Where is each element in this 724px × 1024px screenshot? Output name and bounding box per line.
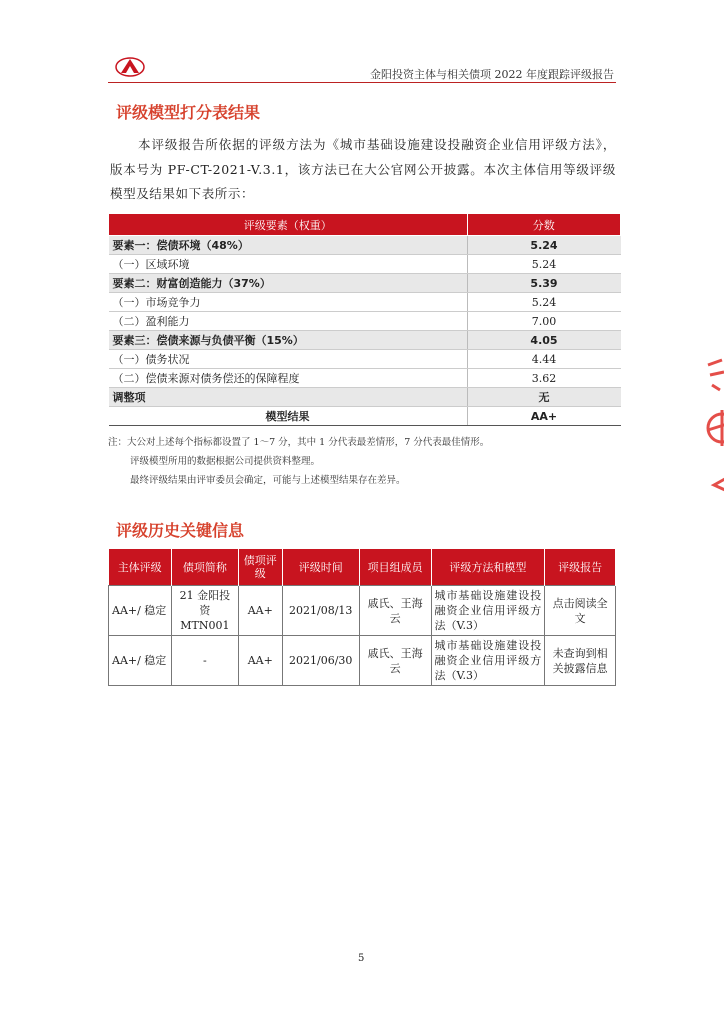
table-row	[109, 388, 621, 407]
factor-label: 要素一：偿债环境（48%）	[109, 236, 468, 255]
factor-score: 5.24	[467, 293, 621, 312]
note-line: 最终评级结果由评审委员会确定，可能与上述模型结果存在差异。	[130, 475, 406, 486]
bond-rating: AA+	[238, 636, 282, 686]
rating-method: 城市基础设施建设投融资企业信用评级方法（V.3）	[431, 586, 545, 636]
history-header: 债项评级	[238, 549, 282, 586]
factor-label: 要素三：偿债来源与负债平衡（15%）	[109, 331, 468, 350]
report-status: 未查询到相关披露信息	[545, 636, 616, 686]
score-table-header-factor: 评级要素（权重）	[109, 214, 468, 236]
table-row	[109, 274, 621, 293]
history-header: 评级时间	[282, 549, 359, 586]
factor-label: （二）偿债来源对债务偿还的保障程度	[109, 369, 468, 388]
header-divider	[108, 82, 616, 83]
factor-score: 5.24	[467, 236, 621, 255]
history-header: 债项简称	[171, 549, 238, 586]
section-title-model: 评级模型打分表结果	[116, 103, 261, 122]
bond-name: -	[171, 636, 238, 686]
table-row	[109, 255, 621, 274]
bond-name: 21 金阳投资 MTN001	[171, 586, 238, 636]
report-link[interactable]: 点击阅读全文	[545, 586, 616, 636]
table-row	[109, 236, 621, 255]
factor-label: （一）债务状况	[109, 350, 468, 369]
team-members: 戚氏、王海云	[359, 636, 431, 686]
factor-label: 要素二：财富创造能力（37%）	[109, 274, 468, 293]
factor-label: 调整项	[109, 388, 468, 407]
seal-stamp	[700, 350, 724, 510]
factor-score: 5.39	[467, 274, 621, 293]
table-row	[109, 350, 621, 369]
result-label: 模型结果	[109, 407, 468, 426]
company-logo	[115, 55, 145, 77]
table-row	[109, 293, 621, 312]
section-title-history: 评级历史关键信息	[116, 521, 245, 540]
table-row	[109, 312, 621, 331]
table-row	[109, 586, 616, 636]
table-row	[109, 636, 616, 686]
rating-date: 2021/06/30	[282, 636, 359, 686]
result-row	[109, 407, 621, 426]
bond-rating: AA+	[238, 586, 282, 636]
history-header: 评级方法和模型	[431, 549, 545, 586]
history-table	[108, 549, 616, 686]
history-header: 主体评级	[109, 549, 172, 586]
issuer-rating: AA+/ 稳定	[109, 636, 172, 686]
table-notes	[108, 433, 489, 490]
team-members: 戚氏、王海云	[359, 586, 431, 636]
issuer-rating: AA+/ 稳定	[109, 586, 172, 636]
note-line: 注：大公对上述每个指标都设置了 1～7 分，其中 1 分代表最差情形，7 分代表最佳情形。	[108, 437, 490, 448]
result-score: AA+	[467, 407, 621, 426]
factor-label: （二）盈利能力	[109, 312, 468, 331]
score-table	[108, 213, 621, 426]
factor-label: （一）市场竞争力	[109, 293, 468, 312]
history-header: 评级报告	[545, 549, 616, 586]
table-row	[109, 369, 621, 388]
factor-score: 4.05	[467, 331, 621, 350]
factor-score: 7.00	[467, 312, 621, 331]
factor-score: 3.62	[467, 369, 621, 388]
header-title: 金阳投资主体与相关债项 2022 年度跟踪评级报告	[370, 68, 614, 81]
intro-paragraph: 本评级报告所依据的评级方法为《城市基础设施建设投融资企业信用评级方法》，版本号为 PF-CT-2021-V.3.1，该方法已在大公官网公开披露。本次主体信用等级评级模型及结果如下表所示：	[110, 137, 616, 201]
history-header: 项目组成员	[359, 549, 431, 586]
page-number: 5	[358, 953, 365, 964]
score-table-header-score: 分数	[467, 214, 621, 236]
table-row	[109, 331, 621, 350]
rating-method: 城市基础设施建设投融资企业信用评级方法（V.3）	[431, 636, 545, 686]
rating-date: 2021/08/13	[282, 586, 359, 636]
factor-label: （一）区域环境	[109, 255, 468, 274]
factor-score: 无	[467, 388, 621, 407]
note-line: 评级模型所用的数据根据公司提供资料整理。	[130, 456, 321, 467]
factor-score: 5.24	[467, 255, 621, 274]
factor-score: 4.44	[467, 350, 621, 369]
